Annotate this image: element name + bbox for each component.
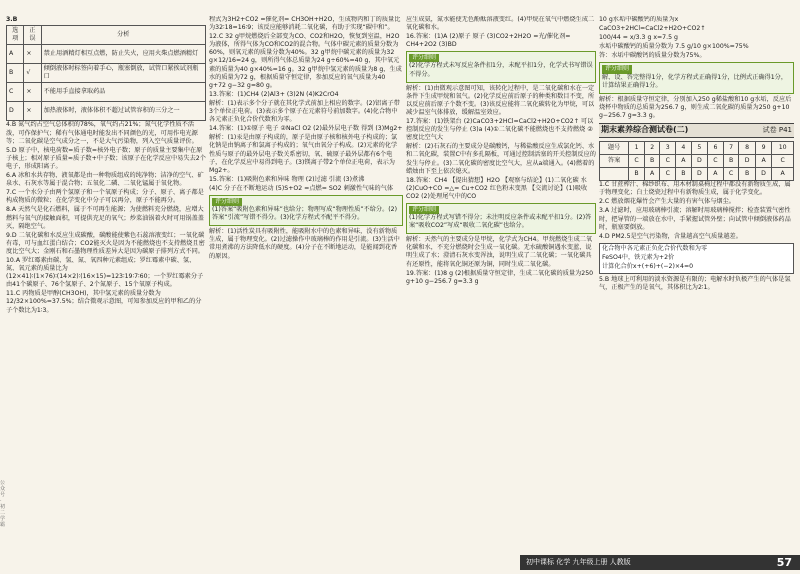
table-header-cell: 选项 (7, 26, 24, 45)
answer-cell: A (772, 168, 794, 181)
concept-map-item: FeSO4中，铁元素为+2价 (602, 253, 675, 261)
q18-explanation: 解析：天然气的主要成分是甲烷，化学式为CH4。甲烷燃烧生成二氧化碳和水，不充分燃烧时会生成一氧化碳。无水硫酸铜遇水变蓝，说明生成了水；澄清石灰水变浑浊，说明生成了二氧化碳；一氧化碳具有还原性，能将氧化铜还原为铜，同时生成二氧化碳。 (406, 236, 593, 268)
scoring-title: 评分细则 (212, 198, 242, 206)
q12-text: 12.C 32 g甲烷燃烧后全部变为CO、CO2和H2O，恢复到室温，H2O为液体，所得气体为CO和CO2的混合物。气体中碳元素的质量分数为60%，则氧元素的质量分数为40%。32 g甲烷中碳元素的质量为32 g×12/16=24 g，则所得气体总质量为24 g÷60%=40 g，其中氧元素的质量为40 g×40%=16 g。32 g甲烷中氢元素的质量为8 g，生成水的质量为72 g，根据质量守恒定律，参加反应的氧气质量为40 g+72 g−32 g=80 g。 (209, 33, 402, 89)
answer-cell: 10 (772, 142, 794, 155)
scoring-box (406, 51, 596, 82)
scoring-box (406, 203, 596, 234)
column-4 (599, 16, 794, 546)
table-cell: A (7, 45, 24, 64)
answer-cell: C (660, 155, 676, 168)
col2-continuation: 程式为3H2+CO2 =催化剂= CH3OH+H2O，生成物丙和丁的质量比为32∶18=16∶9；该反应能够消耗二氧化碳，有助于实现“碳中和”。 (209, 16, 401, 32)
q5-text: 5.D 原子中，核电荷数=质子数=核外电子数；原子的质量主要集中在原子核上；相对原子质量≈质子数+中子数；该原子在化学反应中易失去2个电子，形成阳离子。 (6, 146, 206, 170)
answer-cell: C (723, 168, 739, 181)
answer-cell: A (708, 168, 724, 181)
exam-q3: 3.A 过滤时，应用玻璃棒引流；溶解时用玻璃棒搅拌；检查装置气密性时，把导管的一端放在水中，手紧握试管外壁；向试管中倾倒液体药品时，瓶塞要倒放。 (599, 207, 791, 231)
answer-cell: 题号 (600, 142, 629, 155)
page-number: 57 (776, 556, 792, 569)
answer-cell: 8 (739, 142, 755, 155)
side-watermark: 公众号·初二学霸 (0, 480, 6, 528)
answer-cell: A (676, 155, 692, 168)
section-ref: 试卷 P41 (762, 126, 792, 135)
q16-explanation: 解析：(1)由微观示意图可知，该转化过程中，是二氧化碳和水在一定条件下生成甲烷和氧气。(2)化学反应前后原子的种类和数目不变，所以反应前后原子个数不变。(3)该反应能将二氧化碳转化为甲烷，可以减少温室气体排放，缓解温室效应。 (406, 84, 595, 116)
scoring-box (209, 195, 403, 226)
table-cell: C (7, 83, 24, 102)
answer-cell: A (644, 168, 660, 181)
answer-cell: B (723, 155, 739, 168)
calc-setup: 10 g水垢中碳酸钙的质量为x (599, 16, 679, 23)
q7-text: 7.C 一个水分子由两个氢原子和一个氧原子构成；分子、原子、离子都是构成物质的微粒；在化学变化中分子可以再分，原子不能再分。 (6, 189, 204, 205)
calc-explanation: 解析：根据质量守恒定律，分别加入250 g稀盐酸和10 g水垢，反应后烧杯中物质的总质量为256.7 g，则生成二氧化碳的质量为250 g+10 g−256.7 g=3.3 g。 (599, 95, 792, 119)
q16-answer: 16.答案：(1)A (2)原子 原子 (3)CO2+2H2O =光/催化剂= CH4+2O2 (3)BD (406, 33, 571, 49)
q13-explanation: 解析：(1)表示多个分子就在其化学式前加上相应的数字。(2)铝离子带3个单位正电荷。(3)表示多个原子在元素符号前加数字。(4)化合物中各元素正负化合价代数和为零。 (209, 99, 400, 124)
answer-cell: B (676, 168, 692, 181)
answer-cell: B (644, 155, 660, 168)
table-cell: 倾倒液体时标签向着手心，瓶塞倒放，试管口紧挨试剂瓶口 (41, 64, 205, 83)
scoring-box (599, 62, 794, 93)
table-cell: √ (24, 64, 41, 83)
table-cell: 禁止用酒精灯相互点燃，防止失火，应用火柴点燃酒精灯 (41, 45, 205, 64)
calc-ratio: 100/44 = x/3.3 g x=7.5 g (599, 34, 678, 42)
answer-cell: D (691, 168, 707, 181)
answer-cell: 答案 (600, 155, 629, 168)
table-cell: × (24, 45, 41, 64)
analysis-table (6, 25, 206, 121)
answer-row (600, 155, 794, 168)
concept-map-item: 化合物中各元素正负化合价代数和为零 (602, 244, 708, 252)
q19-answer: 19.答案：(1)8 g (2)根据质量守恒定律，生成二氧化碳的质量为250 g+10 g−256.7 g=3.3 g (406, 269, 594, 285)
q11-text: 11.C 丙物质是甲醇(CH3OH)，其中氢元素的质量分数为12/32×100%=37.5%；结合微观示意图，可知参加反应的甲和乙的分子个数比为1∶3。 (6, 290, 202, 314)
column-2 (209, 16, 403, 546)
q4-text: 4.B 氮气约占空气总体积的78%，氧气约占21%；氮气化学性质不活泼，可作保护气；稀有气体通电时能发出不同颜色的光，可用作电光源等；二氧化碳是空气成分之一，不是大气污染物，列入空气质量评价。 (6, 121, 198, 145)
answer-cell: 2 (644, 142, 660, 155)
scoring-title: 评分细则 (602, 65, 632, 73)
answer-header-row (600, 142, 794, 155)
table-header-row (7, 26, 206, 45)
answer-cell: C (708, 155, 724, 168)
answer-cell: 4 (676, 142, 692, 155)
page-footer (520, 555, 800, 570)
exam-q5: 5.B 地球上可利用的淡水资源是有限的；电解水时负极产生的气体是氢气，正极产生的是氧气，其体积比为2∶1。 (599, 276, 791, 292)
q14-explanation: 解析：(1)汞是由原子构成的，原子是由原子核和核外电子构成的；氯化钠是由钠离子和氯离子构成的；氧气由氧分子构成。(2)元素的化学性质与原子的最外层电子数关系密切，氧、硫原子最外层都有6个电子，在化学反应中易得到电子。(3)镁离子带2个单位正电荷，表示为Mg2+。 (209, 134, 398, 174)
answer-cell: A (755, 155, 771, 168)
answer-cell: C (660, 168, 676, 181)
table-header-cell: 正误 (24, 26, 41, 45)
q15-explanation: 解析：(1)活性炭具有吸附性，能吸附水中的色素和异味，没有新物质生成，属于物理变化。(2)过滤操作中玻璃棒的作用是引流。(3)生活中常用煮沸的方法降低水的硬度。(4)分子在不断地运动，是能闻到花香的原因。 (209, 228, 400, 260)
exam-q2: 2.C 燃放烟花爆竹会产生大量的有害气体与烟尘。 (599, 198, 735, 206)
table-cell: B (7, 64, 24, 83)
answer-cell: C (629, 155, 645, 168)
answer-table (599, 141, 794, 181)
q17-answer: 17.答案：(1)铁架台 (2)CaCO3+2HCl=CaCl2+H2O+CO2↑ 可以控制反应的发生与停止 (3)a (4)①二氧化碳不能燃烧也不支持燃烧 ②密度比空气大 (406, 118, 594, 142)
answer-cell (600, 168, 629, 181)
answer-cell: 7 (723, 142, 739, 155)
answer-cell: 9 (755, 142, 771, 155)
table-cell: × (24, 102, 41, 121)
q14-answer: 14.答案：(1)①原子 电子 ②NaCl O2 (2)最外层电子数 得到 (3)Mg2+ (209, 125, 403, 133)
column-1 (6, 16, 206, 546)
answer-cell: 3 (660, 142, 676, 155)
col3-continuation: 应生成氨，氮水能使无色酚酞溶液变红。(4)甲烷在氧气中燃烧生成二氧化碳和水。 (406, 16, 595, 32)
q15-answer-cont: (4)C 分子在不断地运动 (5)S+O2 =点燃= SO2 刺激性气味的气体 (209, 184, 394, 192)
q6-text: 6.A 冰和水共存物、液氧都是由一种物质组成的纯净物；洁净的空气、矿泉水、石灰水等属于混合物；五氧化二磷、二氧化锰属于氧化物。 (6, 172, 204, 188)
section-title: 期末素养综合测试卷(二) (601, 125, 689, 135)
q8-text: 8.A 天然气是化石燃料，属于不可再生能源；为使燃料充分燃烧，应增大燃料与氧气的接触面积，可提供充足的氧气；炒菜油锅着火时可用锅盖盖灭，隔绝空气。 (6, 206, 204, 230)
table-header-cell: 分析 (41, 26, 205, 45)
exam-q4: 4.D PM2.5是空气污染物，含量越高空气质量越差。 (599, 232, 742, 240)
answer-cell: D (691, 155, 707, 168)
concept-map-item: 计算化合价x+(+6)+(−2)×4=0 (602, 262, 694, 270)
answer-cell: 6 (708, 142, 724, 155)
concept-map (599, 243, 794, 274)
q9-text: 9.D 二氧化碳和水反应生成碳酸，碳酸能使紫色石蕊溶液变红；一氧化碳有毒，可与血红蛋白结合；CO2能灭火是因为不能燃烧也不支持燃烧且密度比空气大；金刚石和石墨物理性质差异大是因为碳原子排列方式不同。 (6, 231, 205, 255)
scoring-title: 评分细则 (409, 54, 439, 62)
table-row (7, 45, 206, 64)
scoring-text: (1)答案“吸附色素和异味”也给分；物理写成“物理性质”不给分。(2)答案“引流”写错不得分。(3)化学方程式不配平不得分。 (212, 206, 398, 222)
scoring-title: 评分细则 (409, 206, 439, 214)
column-3 (406, 16, 596, 546)
answer-cell: 5 (691, 142, 707, 155)
table-row (7, 102, 206, 121)
section-header (599, 123, 794, 138)
answer-cell: B (739, 168, 755, 181)
answer-cell: D (755, 168, 771, 181)
answer-row (600, 168, 794, 181)
answer-cell: C (772, 155, 794, 168)
calc-equation: CaCO3+2HCl=CaCl2+H2O+CO2↑ (599, 25, 706, 33)
q17-explanation: 解析：(2)石灰石的主要成分是碳酸钙，与稀盐酸反应生成氯化钙、水和二氧化碳，装置C中有多孔隔板，可通过控制活塞的开关控制反应的发生与停止。(3)二氧化碳的密度比空气大，应从a端通入。(4)燃着的蜡烛由下至上依次熄灭。 (406, 143, 596, 175)
table-row (7, 64, 206, 83)
q10-text: 10.A 罗红霉素由碳、氢、氮、氧四种元素组成；罗红霉素中碳、氢、氮、氧元素的质量比为(12×41)∶(1×76)∶(14×2)∶(16×15)=123∶19∶7∶60；一个罗红霉素分子由41个碳原子、76个氢原子、2个氮原子、15个氧原子构成。 (6, 256, 204, 289)
answer-cell: B (629, 168, 645, 181)
table-cell: 加热液体时，液体体积不超过试管容积的三分之一 (41, 102, 205, 121)
scoring-text: (2)化学方程式未写反应条件扣1分，未配平扣1分，化学式书写错误不得分。 (409, 62, 593, 78)
scoring-text: 解、设、答完整得1分，化学方程式正确得1分，比例式正确得1分，计算结果正确得1分。 (602, 73, 788, 89)
q13-answer: 13.答案：(1)CH4 (2)Al3+ (3)2N (4)K2CrO4 (209, 90, 339, 98)
q15-answer: 15.答案：(1)吸附色素和异味 物理 (2)过滤 引流 (3)煮沸 (209, 175, 365, 183)
table-row (7, 83, 206, 102)
exam-q1: 1.C 甘蔗榨汁、棉纱织布、用木材制桌椅过程中都没有新物质生成，属于物理变化；白土烧瓷过程中有新物质生成，属于化学变化。 (599, 181, 791, 197)
answer-cell: 1 (629, 142, 645, 155)
table-cell: D (7, 102, 24, 121)
table-cell: 不能用手直接拿取药品 (41, 83, 205, 102)
answer-cell: D (739, 155, 755, 168)
table-cell: × (24, 83, 41, 102)
calc-answer: 答：水垢中碳酸钙的质量分数为75%。 (599, 52, 706, 60)
footer-text: 初中课标 化学 九年级上册 人教版 (526, 558, 631, 566)
q18-answer: 18.答案：CH4 【提出猜想】H2O 【观察与结论】(1)二氧化碳 水 (2)CuO+CO =△= Cu+CO2 红色粉末变黑 【交流讨论】(1)吸收CO2 (2)处理尾气中的CO (406, 176, 588, 200)
calc-percent: 水垢中碳酸钙的质量分数为 7.5 g/10 g×100%=75% (599, 43, 749, 51)
scoring-text: (1)化学方程式写错不得分；未注明反应条件或未配平扣1分。(2)答案“吸收CO2”写成“吸收二氧化碳”也给分。 (409, 214, 592, 230)
q3-heading: 3.B (6, 16, 18, 23)
